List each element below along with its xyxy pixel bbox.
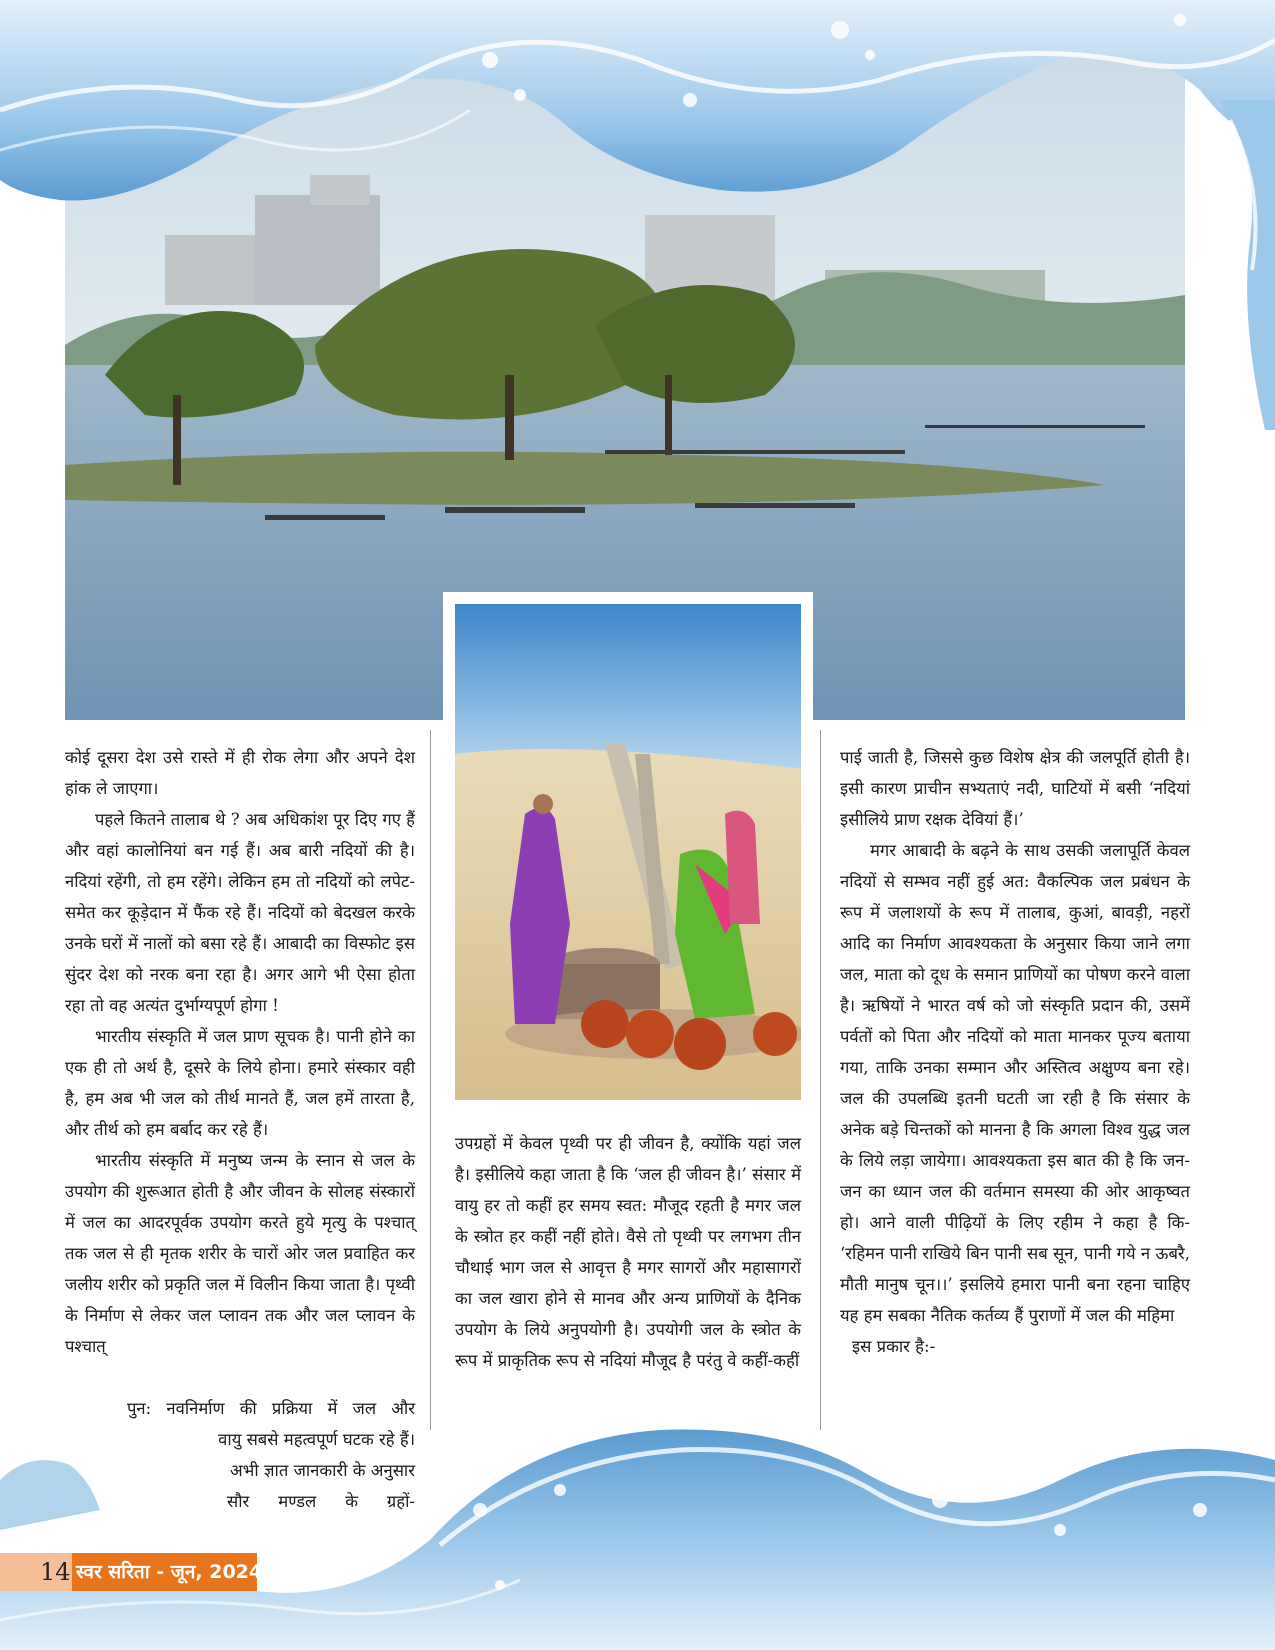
left-tail-line-3: अभी ज्ञात जानकारी के अनुसार (229, 1461, 415, 1480)
left-tail-line-1: पुन: नवनिर्माण की प्रक्रिया में जल और (127, 1399, 415, 1418)
left-paragraph-3: भारतीय संस्कृति में जल प्राण सूचक है। पानी होने का एक ही तो अर्थ है, दूसरे के लिये होना। हमारे संस्कार वही है, हम अब भी जल को तीर्थ मानते हैं, जल हमें तारता है, और तीर्थ को हम बर्बाद कर रहे हैं। (65, 1027, 415, 1139)
left-paragraph-4: भारतीय संस्कृति में मनुष्य जन्म के स्नान से जल के उपयोग की शुरूआत होती है और जीवन के सोलह संस्कारों में जल का आदरपूर्वक उपयोग करते हुये मृत्यु के पश्चात् तक जल से ही मृतक शरीर के चारों ओर जल प्रवाहित कर जलीय शरीर को प्रकृति जल में विलीन किया जाता है। पृथ्वी के निर्माण से लेकर जल प्लावन तक और जल प्लावन के पश्चात् (65, 1151, 415, 1356)
middle-paragraph-1: उपग्रहों में केवल पृथ्वी पर ही जीवन है, क्योंकि यहां जल है। इसीलिये कहा जाता है कि ‘जल ही जीवन है।’ संसार में वायु हर तो कहीं हर समय स्वत: मौजूद रहती है मगर जल के स्त्रोत हर कहीं नहीं होते। वैसे तो पृथ्वी पर लगभग तीन चौथाई भाग जल से आवृत्त है मगर सागरों और महासागरों का जल खारा होने से मानव और अन्य प्राणियों के दैनिक उपयोग के लिये अनुपयोगी है। उपयोगी जल के स्त्रोत के रूप में प्राकृतिक रूप से नदियां मौजूद है परंतु वे कहीं-कहीं (455, 1134, 801, 1370)
right-column (840, 742, 1190, 1362)
left-tail-line-2: वायु सबसे महत्वपूर्ण घटक रहे हैं। (218, 1430, 415, 1449)
footer-tab (0, 1553, 263, 1591)
publication-title: स्वर सरिता - जून, 2024 (76, 1561, 263, 1583)
left-column (65, 742, 415, 1362)
page-number: 14 (40, 1558, 71, 1586)
left-paragraph-1: कोई दूसरा देश उसे रास्ते में ही रोक लेगा और अपने देश हांक ले जाएगा। (65, 748, 415, 798)
right-paragraph-3: इस प्रकार है:- (852, 1337, 936, 1356)
well-photo (455, 604, 801, 1100)
water-splash-top (0, 0, 1275, 215)
right-paragraph-2: मगर आबादी के बढ़ने के साथ उसकी जलापूर्ति केवल नदियों से सम्भव नहीं हुई अत: वैकल्पिक जल प्रबंधन के रूप में जलाशयों के रूप में तालाब, कुआं, बावड़ी, नहरों आदि का निर्माण आवश्यकता के अनुसार किया जाने लगा जल, माता को दूध के समान प्राणियों का पोषण करने वाला है। ऋषियों ने भारत वर्ष को जो संस्कृति प्रदान की, उसमें पर्वतों को पिता और नदियों को माता मानकर पूज्य बताया गया, ताकि उनका सम्मान और अस्तित्व अक्षुण्य बना रहे। जल की उपलब्धि इतनी घटती जा रही है कि संसार के अनेक बड़े चिन्तकों को मानना है कि अगला विश्व युद्ध जल के लिये लड़ा जायेगा। आवश्यकता इस बात की है कि जन-जन का ध्यान जल की वर्तमान समस्या की ओर आकृष्वत हो। आने वाली पीढ़ियों के लिए रहीम ने कहा है कि- ‘रहिमन पानी राखिये बिन पानी सब सून, पानी गये न ऊबरै, मौती मानुष चून।।’ इसलिये हमारा पानी बना रहना चाहिए यह हम सबका नैतिक कर्तव्य हैं पुराणों में जल की महिमा (840, 841, 1190, 1325)
left-tail-line-4: सौर मण्डल के ग्रहों- (227, 1492, 415, 1511)
right-paragraph-1: पाई जाती है, जिससे कुछ विशेष क्षेत्र की जलपूर्ति होती है। इसी कारण प्राचीन सभ्यताएं नदी, घाटियों में बसी ‘नदियां इसीलिये प्राण रक्षक देवियां हैं।’ (840, 748, 1190, 829)
water-splash-right (1180, 100, 1275, 430)
well-photo-drawing (455, 604, 801, 1100)
column-divider-left (430, 730, 431, 1430)
well-photo-frame (443, 592, 813, 1112)
column-divider-right (820, 730, 821, 1430)
middle-column (455, 1128, 801, 1376)
left-paragraph-2: पहले कितने तालाब थे ? अब अधिकांश पूर दिए गए हैं और वहां कालोनियां बन गई हैं। अब बारी नदियों की है। नदियां रहेंगी, तो हम रहेंगे। लेकिन हम तो नदियों को लपेट-समेत कर कूड़ेदान में फैंक रहे हैं। नदियों को बेदखल करके उनके घरों में नालों को बसा रहे हैं। आबादी का विस्फोट इस सुंदर देश को नरक बना रहा है। अगर आगे भी ऐसा होता रहा तो वह अत्यंत दुर्भाग्यपूर्ण होगा ! (65, 810, 415, 1015)
water-splash-bottom (0, 1420, 1275, 1650)
